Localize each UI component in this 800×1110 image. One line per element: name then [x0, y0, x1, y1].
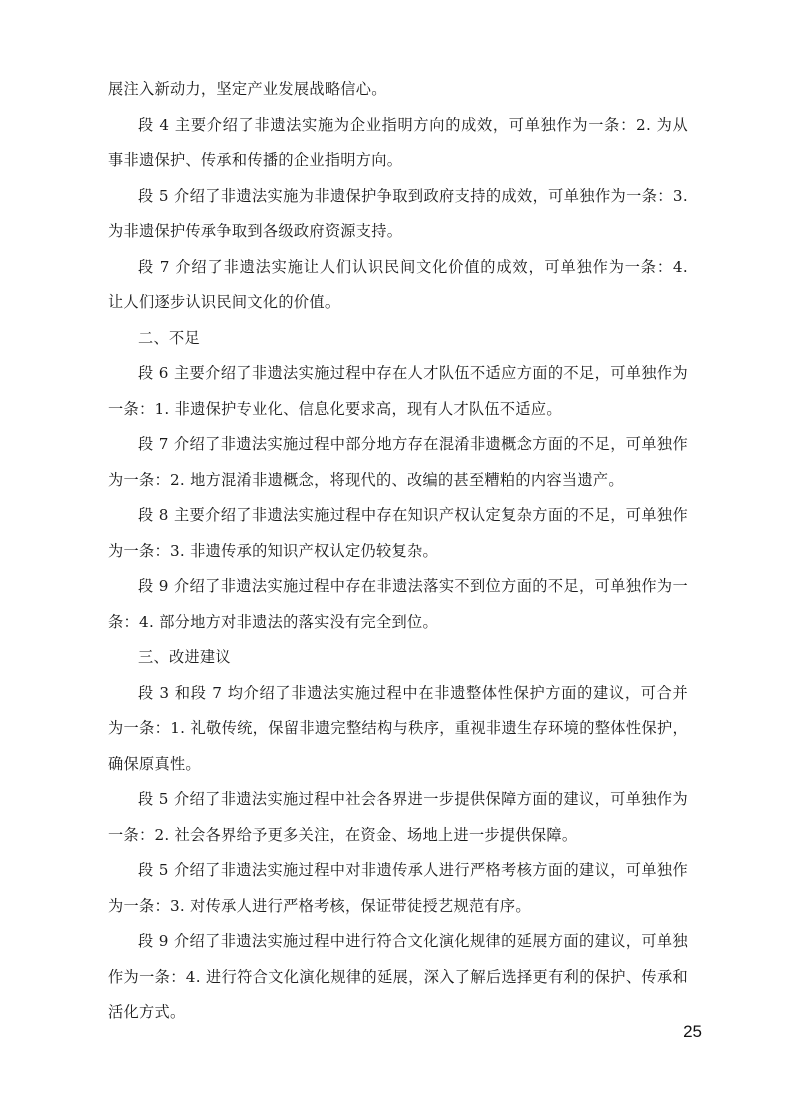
document-body	[108, 72, 688, 1031]
suggestion-paragraph: 段 9 介绍了非遗法实施过程中进行符合文化演化规律的延展方面的建议，可单独作为一条：4. 进行符合文化演化规律的延展，深入了解后选择更有利的保护、传承和活化方式。	[108, 932, 688, 1021]
suggestion-paragraph: 段 3 和段 7 均介绍了非遗法实施过程中在非遗整体性保护方面的建议，可合并为一条：1. 礼敬传统，保留非遗完整结构与秩序，重视非遗生存环境的整体性保护，确保原真性。	[108, 683, 688, 773]
section-heading-shortcomings: 二、不足	[138, 328, 200, 347]
shortcoming-paragraph: 段 9 介绍了非遗法实施过程中存在非遗法落实不到位方面的不足，可单独作为一条：4. 部分地方对非遗法的落实没有完全到位。	[108, 577, 688, 631]
continuation-paragraph: 展注入新动力，坚定产业发展战略信心。	[108, 80, 387, 98]
achievement-paragraph: 段 5 介绍了非遗法实施为非遗保护争取到政府支持的成效，可单独作为一条：3. 为非遗保护传承争取到各级政府资源支持。	[108, 186, 688, 240]
suggestion-paragraph: 段 5 介绍了非遗法实施过程中对非遗传承人进行严格考核方面的建议，可单独作为一条：3. 对传承人进行严格考核，保证带徒授艺规范有序。	[108, 861, 688, 915]
achievement-paragraph: 段 4 主要介绍了非遗法实施为企业指明方向的成效，可单独作为一条：2. 为从事非遗保护、传承和传播的企业指明方向。	[108, 115, 688, 169]
page-number: 25	[683, 1022, 702, 1041]
section-heading-suggestions: 三、改进建议	[138, 648, 231, 666]
shortcoming-paragraph: 段 7 介绍了非遗法实施过程中部分地方存在混淆非遗概念方面的不足，可单独作为一条：2. 地方混淆非遗概念，将现代的、改编的甚至糟粕的内容当遗产。	[108, 435, 688, 489]
suggestion-paragraph: 段 5 介绍了非遗法实施过程中社会各界进一步提供保障方面的建议，可单独作为一条：2. 社会各界给予更多关注，在资金、场地上进一步提供保障。	[108, 790, 688, 844]
shortcoming-paragraph: 段 6 主要介绍了非遗法实施过程中存在人才队伍不适应方面的不足，可单独作为一条：1. 非遗保护专业化、信息化要求高，现有人才队伍不适应。	[108, 364, 688, 418]
achievement-paragraph: 段 7 介绍了非遗法实施让人们认识民间文化价值的成效，可单独作为一条：4. 让人们逐步认识民间文化的价值。	[108, 257, 688, 311]
shortcoming-paragraph: 段 8 主要介绍了非遗法实施过程中存在知识产权认定复杂方面的不足，可单独作为一条：3. 非遗传承的知识产权认定仍较复杂。	[108, 506, 688, 560]
